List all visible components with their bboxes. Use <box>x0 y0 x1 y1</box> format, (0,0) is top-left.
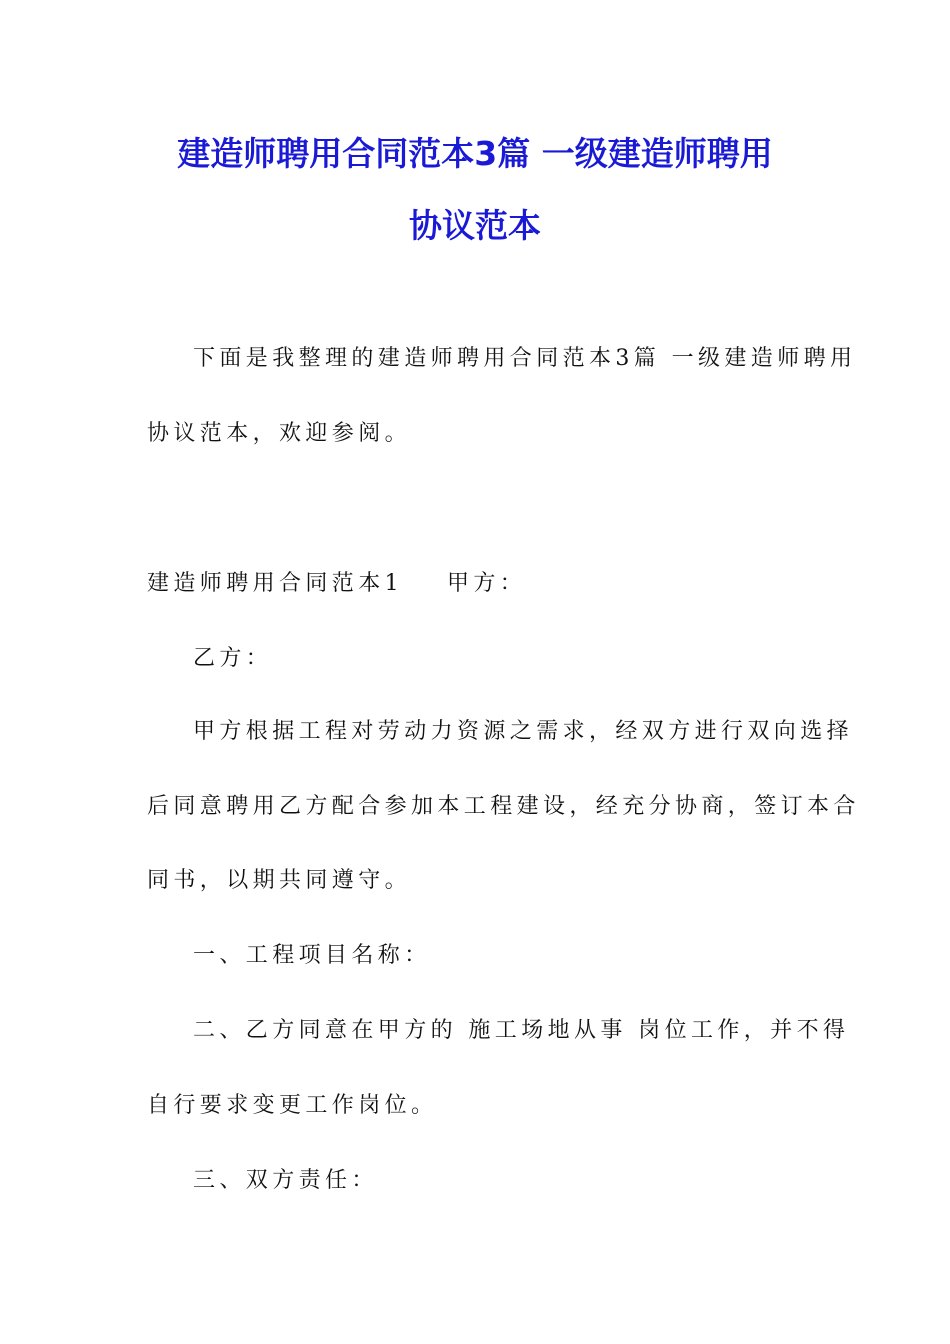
section-heading-row <box>147 569 526 599</box>
section-heading: 建造师聘用合同范本1 <box>147 571 403 596</box>
intro-line-2: 协议范本，欢迎参阅。 <box>147 421 412 446</box>
party-b-label: 乙方： <box>193 646 273 671</box>
item-2-line-2: 自行要求变更工作岗位。 <box>147 1093 438 1118</box>
item-2-line-1: 二、乙方同意在甲方的 施工场地从事 岗位工作，并不得 <box>193 1018 850 1043</box>
intro-line-1: 下面是我整理的建造师聘用合同范本3篇 一级建造师聘用 <box>193 346 857 371</box>
party-a-label: 甲方： <box>447 571 527 596</box>
paragraph-1-line-1: 甲方根据工程对劳动力资源之需求，经双方进行双向选择 <box>193 719 854 744</box>
paragraph-1-line-2: 后同意聘用乙方配合参加本工程建设，经充分协商，签订本合 <box>147 794 860 819</box>
document-title-line-1: 建造师聘用合同范本3篇 一级建造师聘用 <box>177 134 773 173</box>
paragraph-1-line-3: 同书，以期共同遵守。 <box>147 868 412 893</box>
item-3-responsibilities: 三、双方责任： <box>193 1168 378 1193</box>
document-title-line-2: 协议范本 <box>409 206 541 245</box>
item-1-project-name: 一、工程项目名称： <box>193 943 431 968</box>
